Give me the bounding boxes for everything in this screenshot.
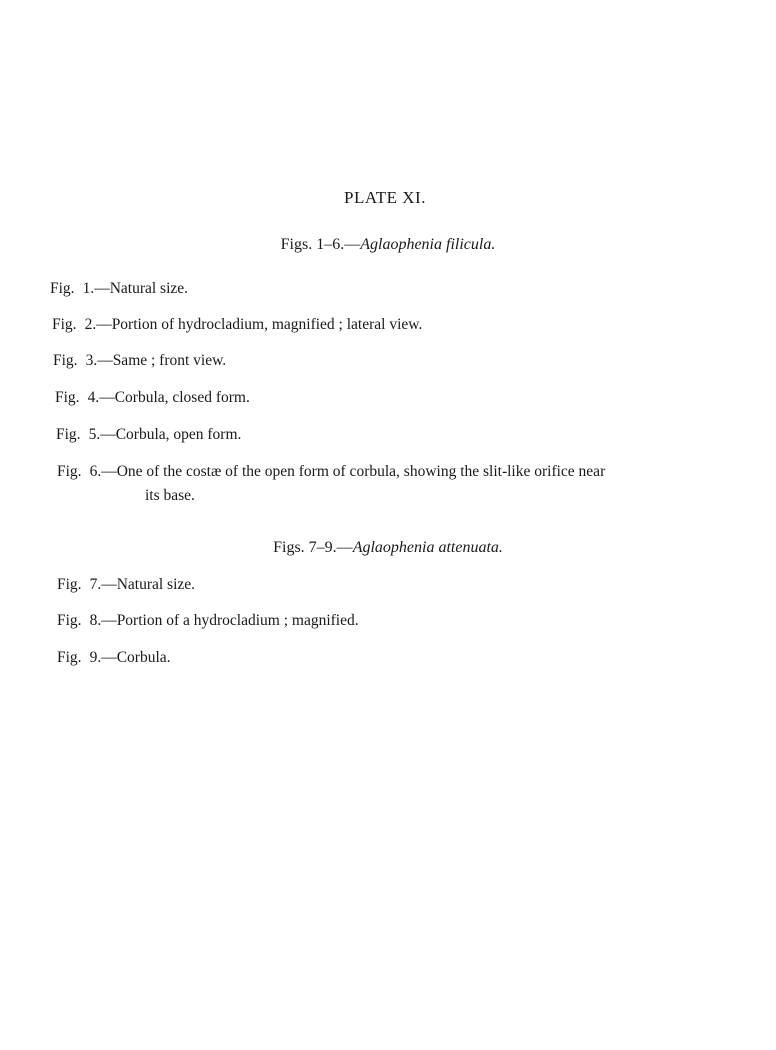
fig-label: Fig. — [56, 426, 81, 443]
fig-number: 1.— — [82, 280, 110, 297]
figure-caption-3 — [53, 352, 226, 370]
species-name: Aglaophenia attenuata. — [352, 539, 503, 556]
section-heading-2 — [0, 539, 776, 557]
figure-caption-7 — [57, 576, 195, 594]
fig-label: Fig. — [57, 612, 82, 629]
section-heading-1 — [0, 236, 776, 254]
fig-number: 8.— — [89, 612, 117, 629]
plate-title: PLATE XI. — [344, 188, 426, 207]
fig-text: Corbula, closed form. — [114, 389, 250, 406]
figure-caption-4 — [55, 389, 250, 407]
fig-text-continuation: its base. — [145, 487, 195, 504]
figure-caption-5 — [56, 426, 241, 444]
fig-number: 3.— — [85, 352, 113, 369]
figure-range: Figs. 1–6.— — [280, 236, 361, 253]
fig-label: Fig. — [55, 389, 80, 406]
fig-text: Corbula. — [116, 649, 171, 666]
fig-label: Fig. — [50, 280, 75, 297]
fig-number: 5.— — [88, 426, 116, 443]
fig-text: Natural size. — [109, 280, 189, 297]
fig-number: 2.— — [84, 316, 112, 333]
fig-text: One of the costæ of the open form of corbula, showing the slit-like orifice near — [116, 463, 606, 480]
fig-label: Fig. — [57, 649, 82, 666]
figure-range: Figs. 7–9.— — [273, 539, 353, 556]
fig-text: Portion of hydrocladium, magnified ; lateral view. — [111, 316, 423, 333]
fig-text: Portion of a hydrocladium ; magnified. — [116, 612, 359, 629]
figure-caption-9 — [57, 649, 171, 667]
fig-number: 6.— — [89, 463, 117, 480]
fig-text: Same ; front view. — [112, 352, 227, 369]
figure-caption-8 — [57, 612, 359, 630]
fig-label: Fig. — [53, 352, 78, 369]
fig-number: 7.— — [89, 576, 117, 593]
fig-number: 9.— — [89, 649, 117, 666]
fig-label: Fig. — [57, 463, 82, 480]
figure-caption-6 — [57, 460, 727, 508]
fig-label: Fig. — [52, 316, 77, 333]
species-name: Aglaophenia filicula. — [360, 236, 496, 253]
figure-caption-2 — [52, 316, 422, 334]
fig-text: Natural size. — [116, 576, 196, 593]
fig-text: Corbula, open form. — [115, 426, 242, 443]
fig-label: Fig. — [57, 576, 82, 593]
figure-caption-1 — [50, 280, 188, 298]
fig-number: 4.— — [87, 389, 115, 406]
